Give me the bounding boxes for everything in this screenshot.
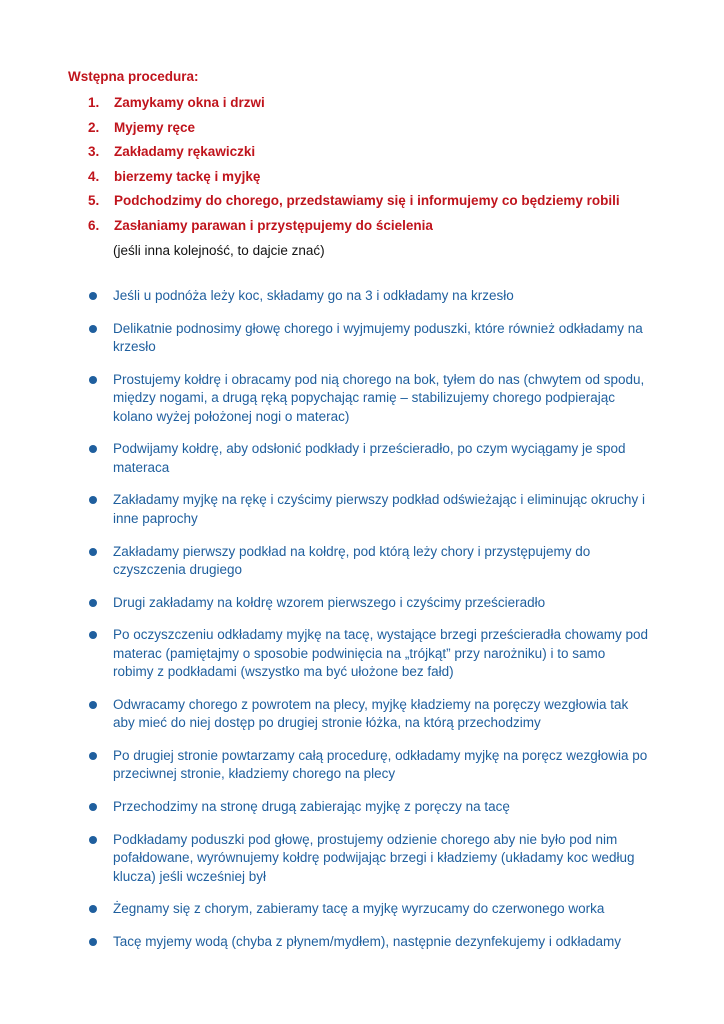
order-note: (jeśli inna kolejność, to dajcie znać)	[113, 243, 325, 258]
procedure-heading: Wstępna procedura:	[68, 69, 199, 84]
bullet-text: Jeśli u podnóża leży koc, składamy go na 3 i odkładamy na krzesło	[113, 288, 514, 303]
step-text: Myjemy ręce	[114, 119, 196, 135]
step-number: 5.	[88, 193, 100, 209]
bullet-item	[88, 543, 648, 580]
bullet-text: Zakładamy myjkę na rękę i czyścimy pierwszy podkład odświeżając i eliminując okruchy i inne paprochy	[113, 492, 645, 526]
bullet-text: Po drugiej stronie powtarzamy całą procedurę, odkładamy myjkę na poręcz wezgłowia po przeciwnej stronie, kładziemy chorego na plecy	[113, 747, 648, 782]
bullet-text: Podkładamy poduszki pod głowę, prostujemy odzienie chorego aby nie było pod nim pofałdowane, wyrównujemy kołdrę podwijając brzegi i kładziemy (układamy koc według klucza) jeśli wcześniej był	[113, 831, 635, 884]
bullet-icon	[89, 325, 97, 333]
step-item	[88, 168, 620, 193]
bullet-icon	[89, 836, 97, 844]
bullet-text: Odwracamy chorego z powrotem na plecy, myjkę kładziemy na poręczy wezgłowia tak aby mieć do niej dostęp po drugiej stronie łóżka, na którą przechodzimy	[113, 696, 629, 731]
bullet-item	[88, 626, 648, 681]
bullet-icon	[89, 496, 97, 504]
step-item	[88, 94, 620, 119]
step-item	[88, 143, 620, 168]
step-item	[88, 119, 620, 144]
bullet-item	[88, 933, 648, 951]
bullet-text: Przechodzimy na stronę drugą zabierając myjkę z poręczy na tacę	[113, 799, 510, 815]
bullet-text: Zakładamy pierwszy podkład na kołdrę, pod którą leży chory i przystępujemy do czyszczenia drugiego	[113, 543, 591, 577]
step-number: 1.	[88, 95, 100, 110]
bullet-icon	[89, 548, 97, 556]
bullet-item	[88, 287, 648, 305]
bullet-text: Tacę myjemy wodą (chyba z płynem/mydłem), następnie dezynfekujemy i odkładamy	[113, 934, 621, 950]
bullet-icon	[89, 631, 97, 639]
step-number: 4.	[88, 168, 100, 184]
instructions-bullet-list	[88, 287, 648, 966]
step-item	[88, 192, 620, 217]
bullet-text: Delikatnie podnosimy głowę chorego i wyjmujemy poduszki, które również odkładamy na krzesło	[113, 320, 643, 355]
bullet-text: Podwijamy kołdrę, aby odsłonić podkłady i prześcieradło, po czym wyciągamy je spod materaca	[113, 441, 626, 475]
bullet-item	[88, 798, 648, 816]
bullet-text: Drugi zakładamy na kołdrę wzorem pierwszego i czyścimy prześcieradło	[113, 594, 546, 610]
step-text: Podchodzimy do chorego, przedstawiamy się i informujemy co będziemy robili	[114, 193, 620, 209]
step-text: Zamykamy okna i drzwi	[114, 95, 265, 110]
bullet-icon	[89, 599, 97, 607]
bullet-item	[88, 831, 648, 886]
bullet-icon	[89, 445, 97, 453]
bullet-item	[88, 491, 648, 528]
bullet-icon	[89, 701, 97, 709]
bullet-icon	[89, 905, 97, 913]
bullet-icon	[89, 752, 97, 760]
procedure-steps-list	[88, 94, 620, 242]
bullet-item	[88, 747, 648, 784]
bullet-item	[88, 594, 648, 612]
step-number: 3.	[88, 144, 100, 160]
bullet-icon	[89, 803, 97, 811]
bullet-text: Po oczyszczeniu odkładamy myjkę na tacę, wystające brzegi prześcieradła chowamy pod materac (pamiętajmy o sposobie podwinięcia na „trójkąt” przy narożniku) i to samo robimy z podkładami (wszystko ma być ułożone bez fałd)	[113, 627, 648, 680]
bullet-item	[88, 320, 648, 357]
bullet-text: Prostujemy kołdrę i obracamy pod nią chorego na bok, tyłem do nas (chwytem od spodu, między nogami, a drugą ręką popychając ramię – stabilizujemy chorego podpierając kolano wyżej położonej nogi o materac)	[113, 371, 645, 424]
step-text: bierzemy tackę i myjkę	[114, 168, 261, 184]
step-number: 6.	[88, 217, 100, 233]
bullet-text: Żegnamy się z chorym, zabieramy tacę a myjkę wyrzucamy do czerwonego worka	[113, 901, 605, 917]
step-item	[88, 217, 620, 242]
bullet-item	[88, 371, 648, 426]
bullet-item	[88, 900, 648, 918]
bullet-icon	[89, 938, 97, 946]
step-text: Zakładamy rękawiczki	[114, 144, 256, 160]
bullet-item	[88, 440, 648, 477]
step-text: Zasłaniamy parawan i przystępujemy do ścielenia	[114, 217, 433, 233]
bullet-icon	[89, 376, 97, 384]
step-number: 2.	[88, 119, 100, 135]
bullet-item	[88, 696, 648, 733]
bullet-icon	[89, 292, 97, 300]
